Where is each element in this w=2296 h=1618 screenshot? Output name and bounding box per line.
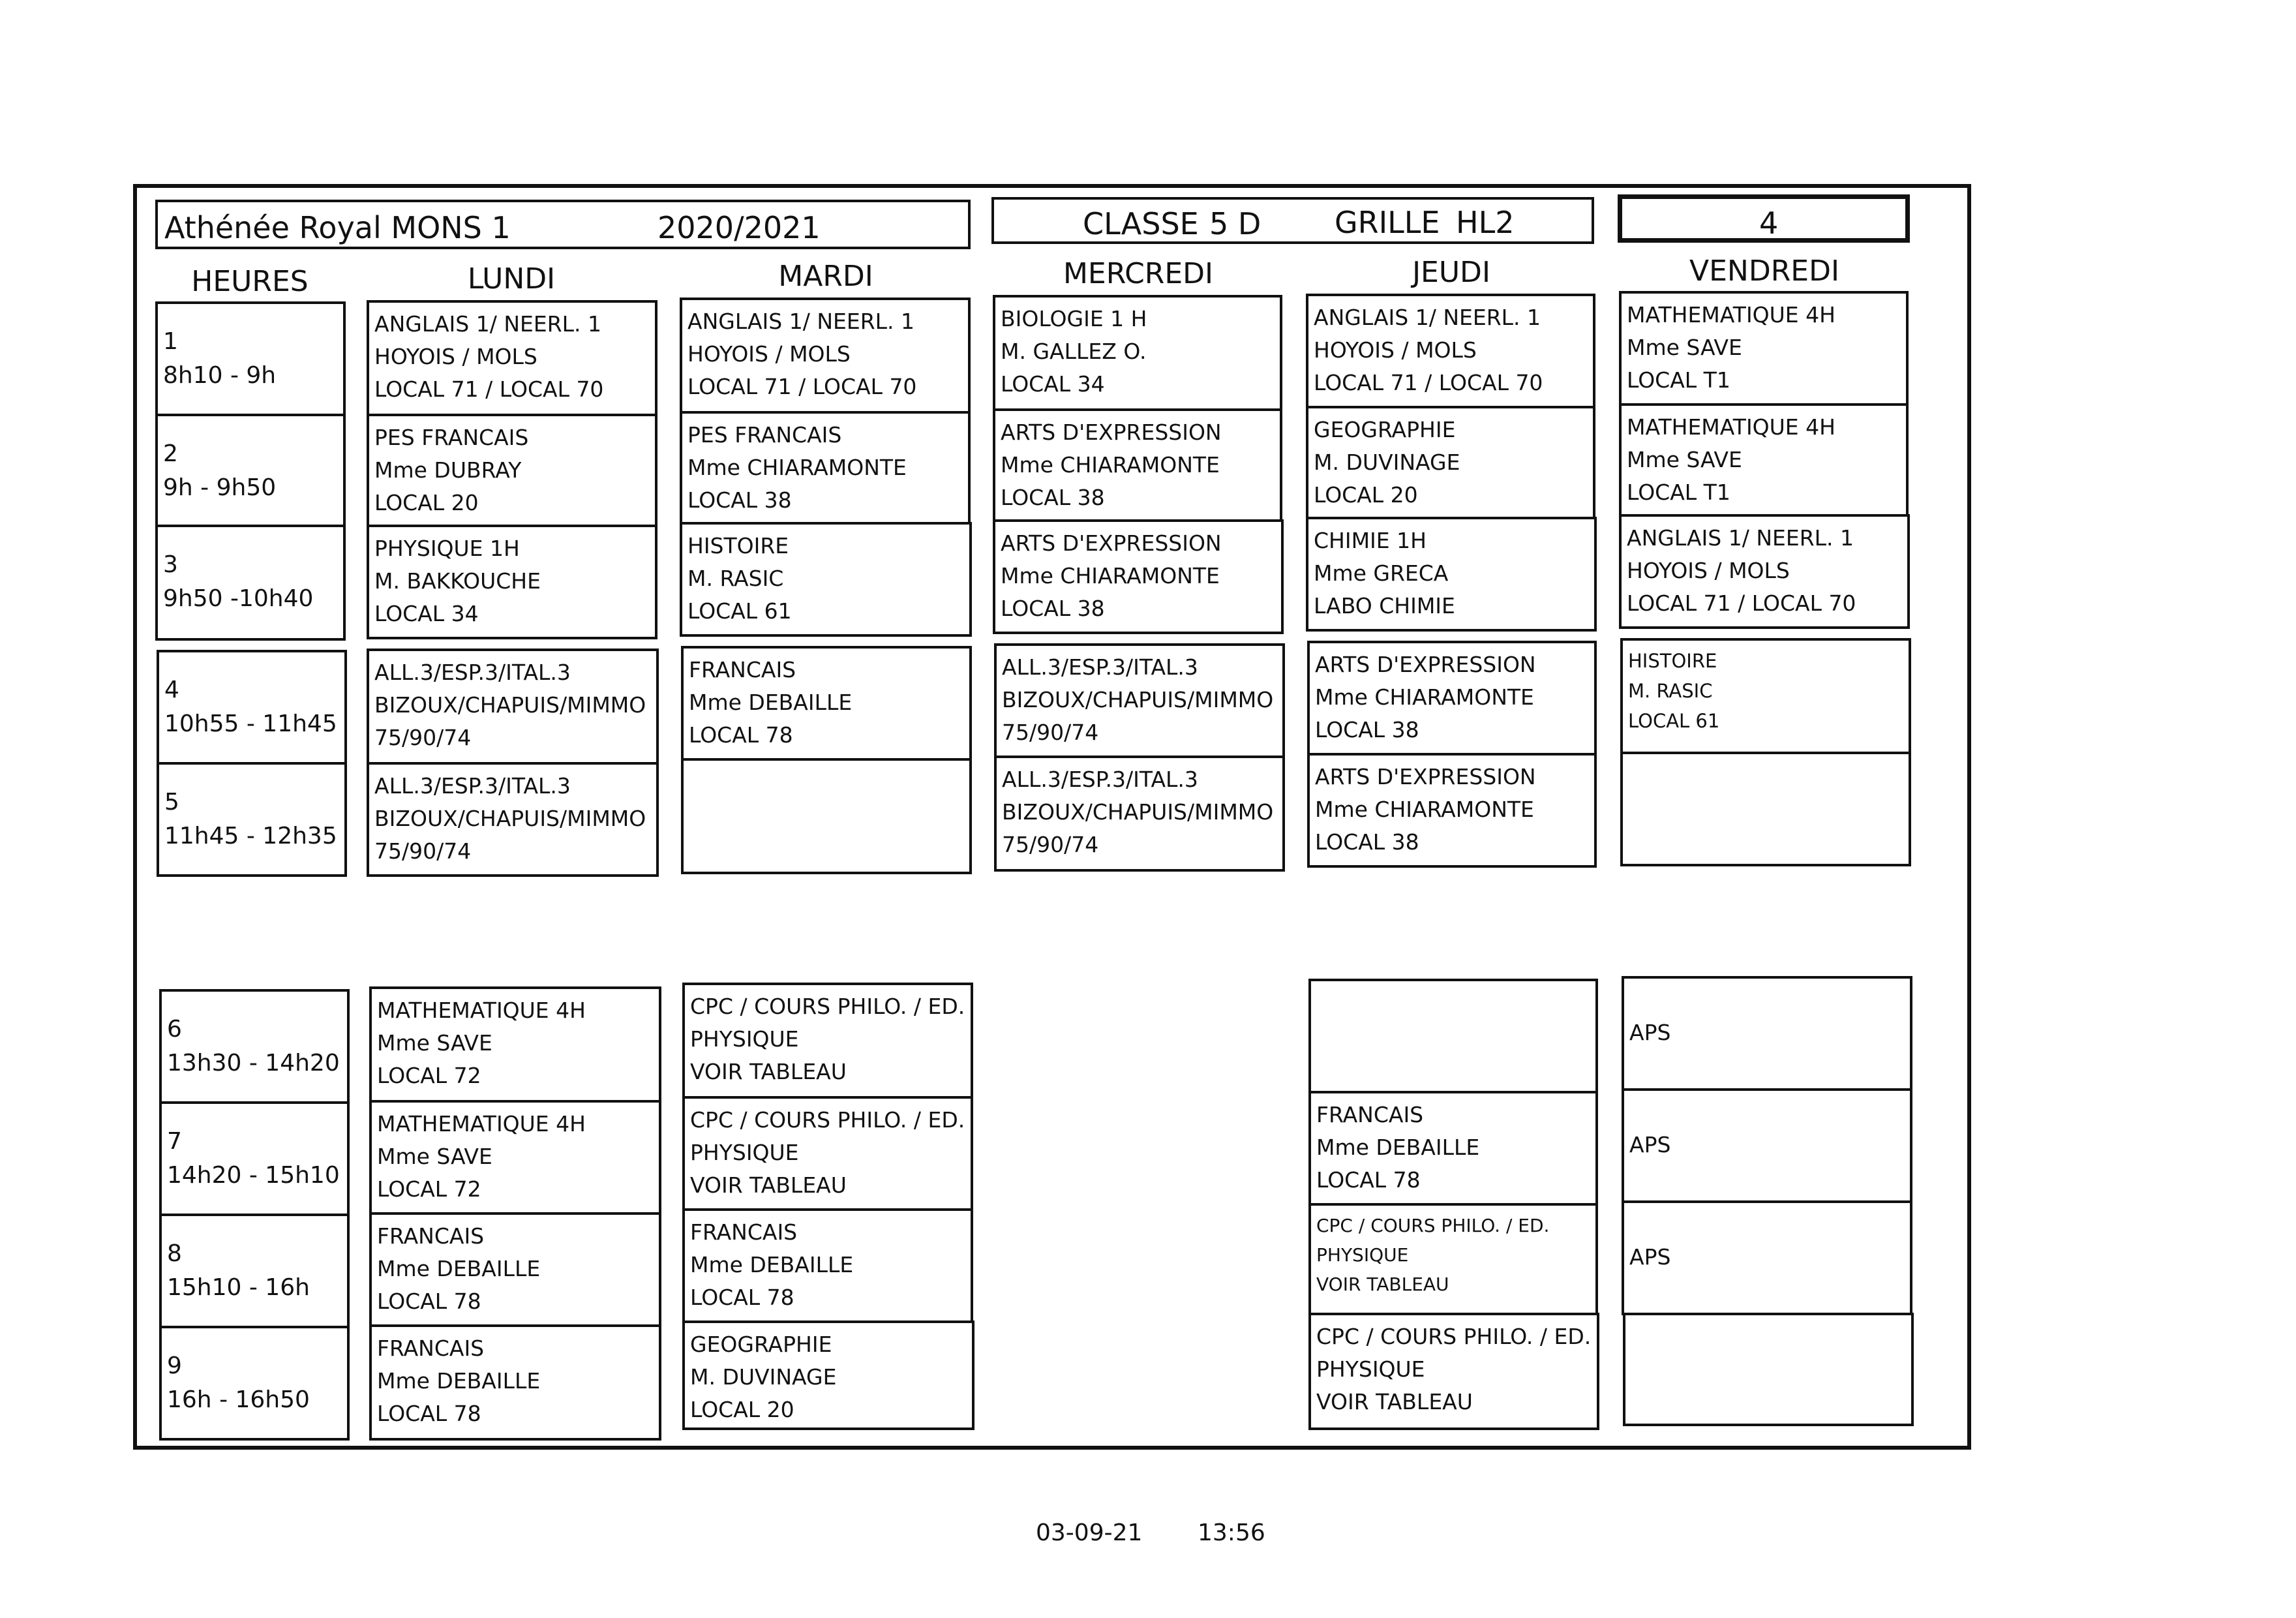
teacher-name: Mme SAVE [1627,447,1742,472]
course-name: CPC / COURS PHILO. / ED. [1316,1324,1592,1349]
aps-label: APS [1629,1244,1671,1270]
thursday-slot-3 [1306,517,1597,632]
friday-slot-7 [1622,1088,1912,1203]
course-name: CPC / COURS PHILO. / ED. [1316,1215,1550,1236]
col-header-monday: LUNDI [467,262,556,296]
teacher-name: HOYOIS / MOLS [374,344,537,369]
col-header-tuesday: MARDI [778,260,873,293]
course-name [684,766,969,799]
teacher-name: Mme SAVE [377,1030,492,1056]
teacher-name: PHYSIQUE [1316,1356,1425,1382]
course-name [1624,1096,1910,1129]
course-name: ARTS D'EXPRESSION [1315,764,1536,789]
teacher-name: PHYSIQUE [1316,1244,1409,1266]
grid-label: GRILLE [1335,205,1440,240]
hour-time: 9h - 9h50 [163,474,277,501]
room-name: VOIR TABLEAU [1316,1389,1473,1414]
teacher-name: BIZOUX/CHAPUIS/MIMMO [1002,799,1274,825]
wednesday-slot-4 [994,643,1285,758]
hour-number: 7 [167,1128,182,1155]
course-name: GEOGRAPHIE [1314,417,1456,442]
tuesday-slot-6 [682,983,973,1099]
course-name: MATHEMATIQUE 4H [377,998,586,1023]
room-name [1311,1052,1595,1084]
tuesday-slot-8 [682,1208,973,1323]
thursday-slot-2 [1306,406,1595,519]
room-name: 75/90/74 [374,725,472,750]
course-name: CHIMIE 1H [1314,528,1427,553]
wednesday-slot-3 [993,519,1284,634]
course-name: HISTOIRE [1628,650,1717,672]
col-header-hours: HEURES [191,265,309,298]
course-name: PES FRANCAIS [687,422,842,448]
friday-slot-8 [1622,1200,1912,1315]
course-name: BIOLOGIE 1 H [1001,306,1147,331]
teacher-name: M. RASIC [687,566,784,591]
course-name [1624,1208,1910,1241]
hour-time: 10h55 - 11h45 [164,710,337,737]
teacher-name: Mme DUBRAY [374,457,522,483]
monday-slot-7 [369,1100,661,1215]
number-header-box [1618,194,1910,243]
aps-label: APS [1629,1132,1671,1157]
course-name: FRANCAIS [1316,1102,1424,1127]
school-name: Athénée Royal MONS 1 [164,210,511,245]
class-header-box [991,197,1594,244]
hour-number: 9 [167,1352,182,1379]
course-name: GEOGRAPHIE [690,1332,832,1357]
course-name: ARTS D'EXPRESSION [1001,530,1222,556]
teacher-name: Mme SAVE [377,1144,492,1169]
thursday-slot-9 [1308,1313,1599,1430]
course-name: ANGLAIS 1/ NEERL. 1 [687,309,914,334]
thursday-slot-4 [1307,641,1597,756]
print-time: 13:56 [1198,1519,1265,1546]
col-header-thursday: JEUDI [1412,256,1490,289]
teacher-name: Mme GRECA [1314,560,1449,586]
wednesday-slot-2 [993,408,1282,522]
teacher-name: Mme CHIARAMONTE [687,455,907,480]
tuesday-slot-1 [680,298,971,414]
room-name [1624,1274,1910,1306]
course-name: ALL.3/ESP.3/ITAL.3 [374,773,571,799]
room-name: 75/90/74 [1002,720,1099,745]
wednesday-slot-1 [993,295,1282,411]
room-name: LOCAL 78 [1316,1167,1421,1193]
monday-slot-3 [367,525,657,639]
teacher-name: M. DUVINAGE [1314,450,1460,475]
room-name: VOIR TABLEAU [690,1172,847,1198]
course-name: MATHEMATIQUE 4H [377,1111,586,1137]
monday-slot-9 [369,1324,661,1441]
room-name: LOCAL 34 [1001,371,1105,397]
course-name: PES FRANCAIS [374,425,529,450]
course-name: FRANCAIS [377,1336,485,1361]
teacher-name [1311,1019,1595,1052]
room-name: 75/90/74 [374,838,472,864]
room-name: LOCAL 78 [690,1285,794,1310]
room-name: LOCAL 72 [377,1063,481,1088]
room-name: LOCAL 38 [1001,596,1105,621]
room-name: LOCAL 61 [687,598,792,624]
course-name: ARTS D'EXPRESSION [1315,652,1536,677]
teacher-name [684,799,969,831]
course-name: ANGLAIS 1/ NEERL. 1 [1627,525,1854,551]
room-name [1625,1386,1911,1418]
room-name: LOCAL 38 [1315,829,1419,855]
course-name: ANGLAIS 1/ NEERL. 1 [1314,305,1541,330]
course-name: PHYSIQUE 1H [374,536,520,561]
teacher-name: Mme CHIARAMONTE [1315,684,1534,710]
course-name: ANGLAIS 1/ NEERL. 1 [374,311,601,337]
course-name: FRANCAIS [690,1219,798,1245]
tuesday-slot-4 [681,646,972,761]
teacher-name: M. RASIC [1628,680,1713,702]
hour-cell-9 [159,1326,350,1441]
course-name: FRANCAIS [689,657,796,682]
room-name: LOCAL 78 [377,1289,481,1314]
hour-time: 13h30 - 14h20 [167,1050,340,1076]
hour-cell-6 [159,989,350,1104]
course-name [1311,986,1595,1019]
hour-time: 9h50 -10h40 [163,585,314,612]
teacher-name: M. DUVINAGE [690,1364,837,1390]
thursday-slot-5 [1307,753,1597,868]
tuesday-slot-2 [680,411,971,525]
room-name [1624,1161,1910,1194]
teacher-name: M. GALLEZ O. [1001,339,1147,364]
course-name: ALL.3/ESP.3/ITAL.3 [1002,654,1198,680]
course-name: ARTS D'EXPRESSION [1001,420,1222,445]
class-value: 5 D [1209,206,1261,241]
friday-slot-2 [1619,403,1909,517]
monday-slot-8 [369,1212,661,1327]
hour-cell-2 [155,414,346,527]
course-name [1623,759,1909,792]
teacher-name: PHYSIQUE [690,1140,799,1165]
room-name: LOCAL 71 / LOCAL 70 [374,376,604,402]
school-header-box [155,200,971,249]
course-name [1625,1320,1911,1353]
teacher-name: BIZOUX/CHAPUIS/MIMMO [1002,687,1274,712]
teacher-name [1623,792,1909,825]
hour-cell-4 [157,650,347,765]
class-label: CLASSE [1083,206,1199,241]
room-name: LOCAL T1 [1627,480,1730,505]
teacher-name: HOYOIS / MOLS [1627,558,1790,583]
room-name: 75/90/74 [1002,832,1099,857]
hour-time: 15h10 - 16h [167,1274,310,1301]
course-name: HISTOIRE [687,533,789,558]
hour-number: 1 [163,328,178,355]
room-name: LOCAL 78 [377,1401,481,1426]
grid-value: HL2 [1456,205,1515,240]
teacher-name: HOYOIS / MOLS [1314,337,1477,363]
friday-slot-5 [1620,752,1911,866]
course-name: MATHEMATIQUE 4H [1627,414,1835,440]
col-header-wednesday: MERCREDI [1063,257,1214,290]
room-name: LOCAL 20 [690,1397,794,1422]
room-name: LOCAL 78 [689,722,793,748]
col-header-friday: VENDREDI [1689,254,1839,288]
teacher-name: Mme DEBAILLE [377,1256,541,1281]
hour-number: 5 [164,789,179,816]
thursday-slot-8 [1308,1203,1598,1315]
room-name: LOCAL 71 / LOCAL 70 [1314,370,1543,395]
tuesday-slot-3 [680,522,972,637]
room-name: LOCAL 38 [687,487,792,513]
friday-slot-9 [1623,1313,1914,1426]
course-name: MATHEMATIQUE 4H [1627,302,1835,328]
hour-time: 16h - 16h50 [167,1386,310,1413]
tuesday-slot-9 [682,1320,974,1430]
hour-number: 3 [163,551,178,578]
hour-number: 8 [167,1240,182,1267]
thursday-slot-1 [1306,294,1595,408]
school-year: 2020/2021 [657,210,821,245]
teacher-name: BIZOUX/CHAPUIS/MIMMO [374,806,646,831]
print-date: 03-09-21 [1036,1519,1143,1546]
teacher-name: PHYSIQUE [690,1026,799,1052]
friday-slot-3 [1619,514,1910,629]
hour-time: 14h20 - 15h10 [167,1162,340,1189]
teacher-name: Mme SAVE [1627,335,1742,360]
thursday-slot-6 [1308,979,1598,1093]
grid-number: 4 [1759,206,1779,241]
hour-number: 4 [164,677,179,703]
teacher-name: HOYOIS / MOLS [687,341,851,367]
room-name: LOCAL 34 [374,601,479,626]
room-name [1624,1049,1910,1082]
monday-slot-5 [367,762,659,877]
tuesday-slot-5 [681,758,972,874]
hour-time: 11h45 - 12h35 [164,823,337,849]
hour-cell-5 [157,762,347,877]
hour-cell-3 [155,525,346,641]
teacher-name: BIZOUX/CHAPUIS/MIMMO [374,692,646,718]
aps-label: APS [1629,1020,1671,1045]
monday-slot-1 [367,300,657,416]
room-name: LOCAL 61 [1628,710,1720,732]
hour-number: 2 [163,440,178,467]
teacher-name: M. BAKKOUCHE [374,568,541,594]
room-name: LOCAL T1 [1627,367,1730,393]
hour-cell-1 [155,301,346,416]
room-name: LOCAL 20 [374,490,479,515]
teacher-name [1625,1353,1911,1386]
room-name [1623,825,1909,857]
wednesday-slot-5 [994,756,1285,872]
room-name: LOCAL 71 / LOCAL 70 [687,374,917,399]
friday-slot-1 [1619,291,1909,406]
hour-cell-8 [159,1214,350,1328]
monday-slot-6 [369,986,661,1103]
friday-slot-6 [1622,976,1912,1091]
course-name: ALL.3/ESP.3/ITAL.3 [374,660,571,685]
monday-slot-2 [367,414,657,527]
teacher-name: Mme CHIARAMONTE [1001,563,1220,588]
room-name [684,831,969,864]
course-name: FRANCAIS [377,1223,485,1249]
hour-cell-7 [159,1101,350,1216]
thursday-slot-7 [1308,1091,1598,1206]
monday-slot-4 [367,649,659,765]
teacher-name: Mme CHIARAMONTE [1315,797,1534,822]
course-name: CPC / COURS PHILO. / ED. [690,994,965,1019]
course-name: ALL.3/ESP.3/ITAL.3 [1002,767,1198,792]
room-name: VOIR TABLEAU [1316,1274,1449,1295]
teacher-name: Mme DEBAILLE [689,690,853,715]
room-name: LOCAL 71 / LOCAL 70 [1627,590,1856,616]
teacher-name: Mme CHIARAMONTE [1001,452,1220,478]
hour-time: 8h10 - 9h [163,362,277,389]
room-name: LOCAL 72 [377,1176,481,1202]
course-name [1624,984,1910,1016]
teacher-name: Mme DEBAILLE [377,1368,541,1394]
friday-slot-4 [1620,638,1911,754]
room-name: VOIR TABLEAU [690,1059,847,1084]
room-name: LOCAL 20 [1314,482,1418,508]
teacher-name: Mme DEBAILLE [690,1252,854,1277]
tuesday-slot-7 [682,1096,973,1211]
room-name: LABO CHIMIE [1314,593,1455,618]
room-name: LOCAL 38 [1001,485,1105,510]
course-name: CPC / COURS PHILO. / ED. [690,1107,965,1133]
teacher-name: Mme DEBAILLE [1316,1135,1480,1160]
hour-number: 6 [167,1016,182,1043]
room-name: LOCAL 38 [1315,717,1419,742]
